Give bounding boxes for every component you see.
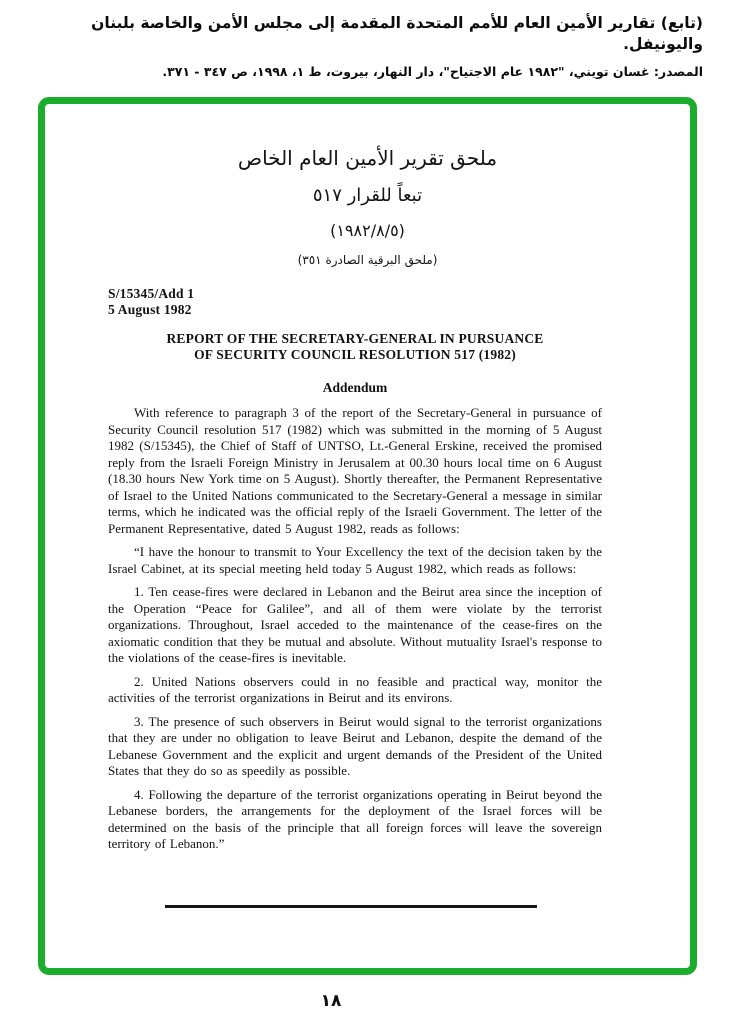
body-paragraph: 2. United Nations observers could in no feasible and practical way, monitor the activities of the terrorist organizations in Beirut and its environs. [108, 673, 602, 705]
doc-symbol-block [108, 286, 602, 318]
arabic-title-line-1: ملحق تقرير الأمين العام الخاص [237, 146, 498, 170]
body-paragraph: 1. Ten cease-fires were declared in Lebanon and the Beirut area since the inception of the Operation “Peace for Galilee”, and all of them were violate by the terrorist organizations. Throughout, Israel acceded to the maintenance of the cease-fires on the axiomatic condition that they be mutual and absolute. Without mutuality Israel's response to the violations of the cease-fires is inevitable. [108, 584, 602, 665]
body-paragraph: With reference to paragraph 3 of the report of the Secretary-General in pursuance of Security Council resolution 517 (1982) which was submitted in the morning of 5 August 1982 (S/15345), the Chief of Staff of UNTSO, Lt.-General Erskine, received the promised reply from the Israeli Foreign Ministry in Jerusalem at 00.30 hours local time on 6 August (18.30 hours New York time on 5 August). Shortly thereafter, the Permanent Representative of Israel to the United Nations communicated to the Secretary-General a message in similar terms, which he indicated was the official reply of the Israeli Government. The letter of the Permanent Representative, dated 5 August 1982, reads as follows: [108, 405, 602, 536]
arabic-doc-title [45, 104, 690, 268]
body-paragraph: 3. The presence of such observers in Beirut would signal to the terrorist organizations that they are under no obligation to leave Beirut and Lebanon, despite the demand of the Lebanese Government and the explicit and urgent demands of the President of the United States that they do so as speedily as possible. [108, 713, 602, 778]
body-paragraph: “I have the honour to transmit to Your Excellency the text of the decision taken by the Israel Cabinet, at its special meeting held today 5 August 1982, which reads as follows: [108, 544, 602, 576]
report-title-line-2: OF SECURITY COUNCIL RESOLUTION 517 (1982) [194, 346, 516, 362]
document-body [108, 286, 602, 853]
doc-date: 5 August 1982 [108, 302, 192, 317]
body-paragraph: 4. Following the departure of the terrorist organizations operating in Beirut beyond the Lebanese borders, the arrangements for the deployment of the Israel forces will be determined on the basis of the principle that all foreign forces will leave the sovereign territory of Lebanon.” [108, 786, 602, 851]
doc-symbol: S/15345/Add 1 [108, 286, 195, 301]
header-source-line-1: (تابع) تقارير الأمين العام للأمم المتحدة المقدمة إلى مجلس الأمن والخاصة بلبنان واليونيفل. [91, 14, 703, 53]
page-number: ١٨ [320, 991, 342, 1011]
page-header-arabic [30, 13, 703, 80]
report-title [108, 331, 602, 362]
arabic-title-note: (ملحق البرقية الصادرة ٣٥١) [297, 253, 438, 267]
addendum-heading: Addendum [322, 380, 388, 395]
arabic-title-date: (١٩٨٢/٨/٥) [330, 221, 405, 240]
arabic-title-line-2: تبعاً للقرار ٥١٧ [312, 185, 423, 206]
header-source-line-2: المصدر: غسان تويني، "١٩٨٢ عام الاجتياح"، دار النهار، بيروت، ط ١، ١٩٩٨، ص ٣٤٧ - ٣٧١. [162, 64, 703, 79]
scan-highlight-frame [38, 97, 697, 975]
footnote-rule [165, 905, 537, 908]
report-title-line-1: REPORT OF THE SECRETARY-GENERAL IN PURSUANCE [166, 331, 544, 346]
